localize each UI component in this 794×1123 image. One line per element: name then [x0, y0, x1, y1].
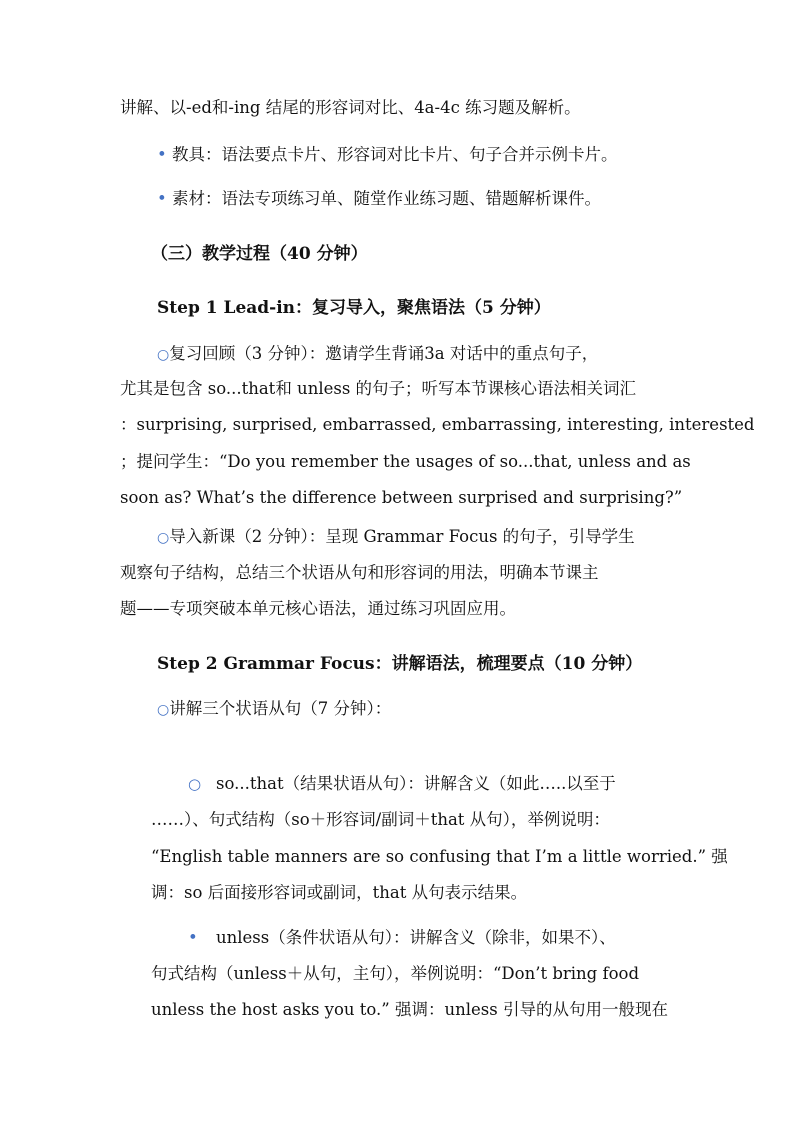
- paragraph-line: ：surprising, surprised, embarrassed, embarrassing, interesting, interested: [120, 415, 755, 434]
- text-line: 讲解、以-ed和-ing 结尾的形容词对比、4a-4c 练习题及解析。: [120, 98, 581, 117]
- circle-bullet-icon: ○: [157, 347, 170, 363]
- list-item: [157, 143, 617, 167]
- sub-list-item: [188, 926, 198, 950]
- step-heading: Step 1 Lead-in：复习导入，聚焦语法（5 分钟）: [157, 298, 551, 318]
- circle-bullet-icon: ○: [157, 530, 170, 546]
- paragraph-line: unless（条件状语从句）：讲解含义（除非，如果不）、: [216, 928, 616, 947]
- paragraph-line: [157, 697, 391, 722]
- paragraph-line: “English table manners are so confusing that I’m a little worried.” 强: [151, 847, 728, 866]
- paragraph-text: 复习回顾（3 分钟）：邀请学生背诵3a 对话中的重点句子，: [169, 344, 599, 363]
- circle-bullet-icon: ○: [188, 775, 202, 793]
- section-heading: （三）教学过程（40 分钟）: [151, 244, 368, 264]
- bullet-icon: •: [188, 928, 198, 947]
- paragraph-line: [157, 342, 598, 367]
- paragraph-line: unless the host asks you to.” 强调：unless 引导的从句用一般现在: [151, 1000, 668, 1019]
- paragraph-line: soon as? What’s the difference between surprised and surprising?”: [120, 488, 683, 507]
- paragraph-line: [157, 525, 635, 550]
- paragraph-line: ；提问学生：“Do you remember the usages of so...that, unless and as: [120, 452, 691, 471]
- sub-list-item: [188, 772, 201, 796]
- paragraph-line: ……）、句式结构（so＋形容词/副词＋that 从句），举例说明：: [151, 810, 610, 829]
- paragraph-line: 观察句子结构，总结三个状语从句和形容词的用法，明确本节课主: [120, 563, 599, 582]
- list-item-text: 教具：语法要点卡片、形容词对比卡片、句子合并示例卡片。: [171, 145, 618, 164]
- circle-bullet-icon: ○: [157, 702, 170, 718]
- bullet-icon: •: [157, 145, 167, 164]
- list-item: [157, 187, 601, 211]
- paragraph-line: 句式结构（unless＋从句，主句），举例说明：“Don’t bring food: [151, 964, 640, 983]
- list-item-text: 素材：语法专项练习单、随堂作业练习题、错题解析课件。: [171, 189, 601, 208]
- paragraph-line: so...that（结果状语从句）：讲解含义（如此…..以至于: [216, 774, 616, 793]
- paragraph-line: 尤其是包含 so...that和 unless 的句子；听写本节课核心语法相关词汇: [120, 379, 637, 398]
- step-heading: Step 2 Grammar Focus：讲解语法，梳理要点（10 分钟）: [157, 654, 643, 674]
- paragraph-text: 讲解三个状语从句（7 分钟）：: [169, 699, 392, 718]
- bullet-icon: •: [157, 189, 167, 208]
- paragraph-line: 调：so 后面接形容词或副词，that 从句表示结果。: [151, 883, 528, 902]
- paragraph-text: 导入新课（2 分钟）：呈现 Grammar Focus 的句子，引导学生: [169, 527, 635, 546]
- paragraph-line: 题——专项突破本单元核心语法，通过练习巩固应用。: [120, 599, 516, 618]
